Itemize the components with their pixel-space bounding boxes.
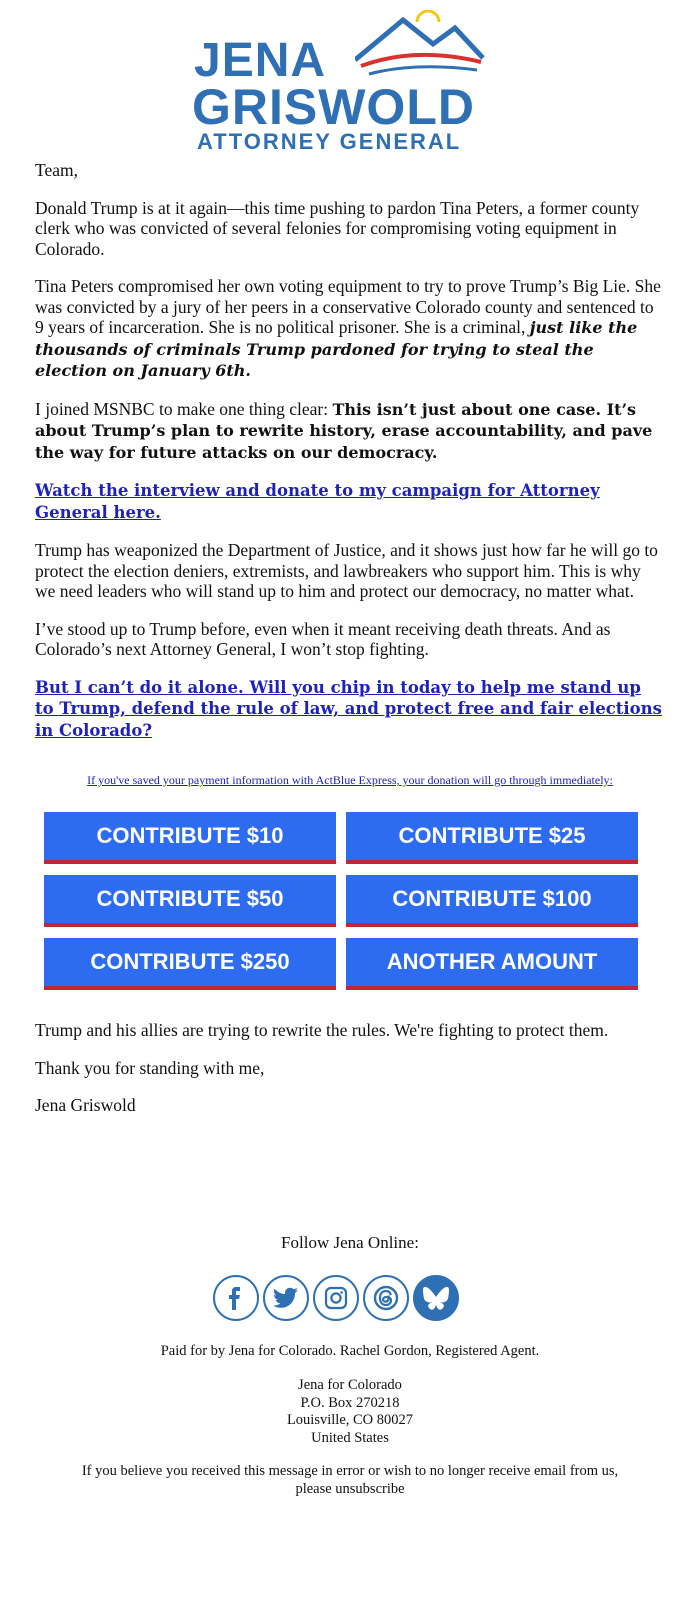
address-line: P.O. Box 270218 — [300, 1394, 400, 1411]
unsubscribe-notice — [0, 1463, 700, 1498]
interview-link-paragraph — [35, 480, 665, 523]
logo-name-last: GRISWOLD — [192, 79, 475, 135]
mailing-address — [0, 1377, 700, 1447]
paragraph-1: Donald Trump is at it again—this time pushing to pardon Tina Peters, a former county clerk who was convicted of several felonies for compromising voting equipment in Colorado. — [35, 197, 640, 259]
threads-icon[interactable] — [363, 1275, 409, 1321]
contribute-250-button[interactable]: CONTRIBUTE $250 — [44, 938, 336, 990]
paragraph-4: Trump has weaponized the Department of Justice, and it shows just how far he will go to protect the election deniers, extremists, and lawbreakers who support him. This is why we need leaders who will stand up to him and protect our democracy, no matter what. — [35, 540, 658, 601]
paragraph-2-text: Tina Peters compromised her own voting equipment to try to prove Trump’s Big Lie. She was convicted by a jury of her peers in a conservative Colorado county and sentenced to 9 years of incarceration. She is no political prisoner. She is a criminal, — [35, 276, 661, 337]
address-line: Louisville, CO 80027 — [286, 1412, 414, 1428]
paragraph-3-text: I joined MSNBC to make one thing clear: — [35, 398, 333, 419]
another-amount-button[interactable]: ANOTHER AMOUNT — [346, 938, 638, 990]
closing-section — [35, 1020, 665, 1133]
contribute-25-button[interactable]: CONTRIBUTE $25 — [346, 812, 638, 864]
contribute-100-button[interactable]: CONTRIBUTE $100 — [346, 875, 638, 927]
bluesky-icon[interactable] — [413, 1275, 459, 1321]
address-line: Jena for Colorado — [298, 1377, 402, 1393]
closing-paragraph: Trump and his allies are trying to rewrite the rules. We're fighting to protect them. — [35, 1020, 609, 1040]
follow-heading: Follow Jena Online: — [281, 1233, 419, 1252]
greeting: Team, — [35, 160, 78, 180]
paragraph-3 — [35, 399, 665, 464]
paid-for-disclaimer: Paid for by Jena for Colorado. Rachel Gordon, Registered Agent. — [160, 1343, 540, 1359]
contribute-10-button[interactable]: CONTRIBUTE $10 — [44, 812, 336, 864]
signoff: Thank you for standing with me, — [35, 1057, 265, 1078]
mountain-logo-graphic — [355, 10, 490, 85]
paragraph-3-emphasis: This isn’t just about one case. It’s about Trump’s plan to rewrite history, erase accountability, and pave the way for future attacks on our democracy. — [35, 399, 653, 462]
signature: Jena Griswold — [35, 1095, 136, 1115]
paragraph-5: I’ve stood up to Trump before, even when it meant receiving death threats. And as Colorado’s next Attorney General, I won’t stop fighting. — [35, 618, 611, 659]
unsubscribe-link[interactable]: please unsubscribe — [295, 1480, 405, 1497]
logo — [190, 10, 500, 155]
address-line: United States — [311, 1429, 389, 1446]
actblue-express-note — [0, 773, 700, 788]
chip-in-link-paragraph — [35, 677, 665, 742]
facebook-icon[interactable] — [213, 1275, 259, 1321]
email-body — [35, 160, 665, 758]
twitter-icon[interactable] — [263, 1275, 309, 1321]
logo-office: ATTORNEY GENERAL — [197, 129, 462, 154]
interview-donate-link[interactable]: Watch the interview and donate to my campaign for Attorney General here. — [35, 481, 600, 522]
instagram-icon[interactable] — [313, 1275, 359, 1321]
contribute-50-button[interactable]: CONTRIBUTE $50 — [44, 875, 336, 927]
logo-name-first: JENA — [194, 34, 327, 87]
unsubscribe-text: If you believe you received this message in error or wish to no longer receive email from us, — [81, 1463, 619, 1479]
paragraph-2 — [35, 276, 665, 382]
actblue-express-link[interactable]: If you've saved your payment information with ActBlue Express, your donation will go through immediately: — [87, 773, 613, 787]
paragraph-2-emphasis: just like the thousands of criminals Trump pardoned for trying to steal the election on January 6th. — [35, 318, 638, 380]
chip-in-link[interactable]: But I can’t do it alone. Will you chip in today to help me stand up to Trump, defend the rule of law, and protect free and fair elections in Colorado? — [35, 677, 662, 740]
social-links — [213, 1275, 459, 1321]
